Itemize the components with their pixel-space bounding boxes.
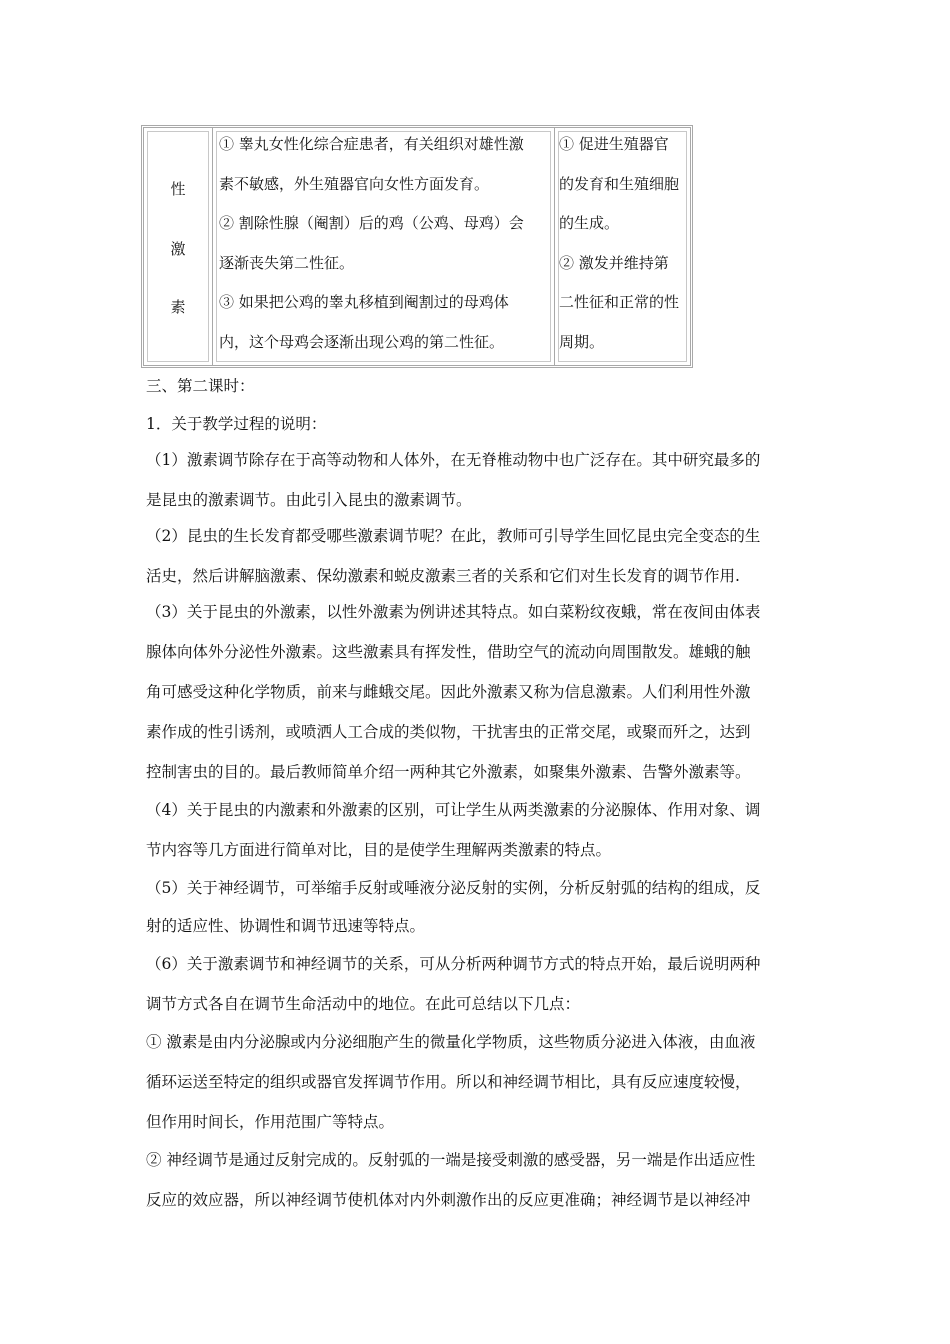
- table-col-category: [144, 128, 213, 365]
- paragraph-line: 但作用时间长，作用范围广等特点。: [146, 1113, 395, 1131]
- category-char: 性: [170, 180, 186, 198]
- paragraph-line: 是昆虫的激素调节。由此引入昆虫的激素调节。: [146, 491, 472, 509]
- table-cell-line: 逐渐丧失第二性征。: [219, 253, 355, 272]
- paragraph-line: 腺体向体外分泌性外激素。这些激素具有挥发性，借助空气的流动向周围散发。雄蛾的触: [146, 643, 751, 661]
- table-cell-line: ① 促进生殖器官: [559, 135, 669, 153]
- paragraph-line: ② 神经调节是通过反射完成的。反射弧的一端是接受刺激的感受器，另一端是作出适应性: [146, 1151, 756, 1169]
- paragraph-line: 循环运送至特定的组织或器官发挥调节作用。所以和神经调节相比，具有反应速度较慢，: [146, 1073, 751, 1091]
- table-cell-line: 的生成。: [559, 214, 620, 232]
- table-cell-line: 周期。: [559, 332, 605, 351]
- table-col-experiments: [213, 128, 555, 365]
- table-cell-line: 二性征和正常的性: [559, 293, 680, 311]
- category-char: 激: [170, 240, 186, 258]
- paragraph-line: 节内容等几方面进行简单对比，目的是使学生理解两类激素的特点。: [146, 841, 612, 859]
- paragraph-line: 控制害虫的目的。最后教师简单介绍一两种其它外激素，如聚集外激素、告警外激素等。: [146, 763, 751, 781]
- paragraph-line: （5）关于神经调节，可举缩手反射或唾液分泌反射的实例，分析反射弧的结构的组成，反: [146, 879, 761, 897]
- paragraph-line: 活史，然后讲解脑激素、保幼激素和蜕皮激素三者的关系和它们对生长发育的调节作用.: [146, 567, 740, 585]
- paragraph-line: 调节方式各自在调节生命活动中的地位。在此可总结以下几点：: [146, 995, 581, 1013]
- paragraph-line: （2）昆虫的生长发育都受哪些激素调节呢？在此，教师可引导学生回忆昆虫完全变态的生: [146, 527, 761, 545]
- paragraph-line: 1．关于教学过程的说明：: [146, 415, 327, 433]
- table-cell-line: ① 睾丸女性化综合症患者，有关组织对雄性激: [219, 135, 524, 153]
- table-cell-line: 的发育和生殖细胞: [559, 174, 680, 193]
- paragraph-line: 角可感受这种化学物质，前来与雌蛾交尾。因此外激素又称为信息激素。人们利用性外激: [146, 683, 751, 701]
- paragraph-line: 素作成的性引诱剂，或喷洒人工合成的类似物，干扰害虫的正常交尾，或聚而歼之，达到: [146, 723, 751, 741]
- paragraph-line: （6）关于激素调节和神经调节的关系，可从分析两种调节方式的特点开始，最后说明两种: [146, 955, 761, 973]
- table-cell-line: ② 割除性腺（阉割）后的鸡（公鸡、母鸡）会: [219, 214, 524, 232]
- paragraph-line: （3）关于昆虫的外激素，以性外激素为例讲述其特点。如白菜粉纹夜蛾，常在夜间由体表: [146, 603, 761, 621]
- section-heading: 三、第二课时：: [146, 377, 255, 395]
- paragraph-line: 反应的效应器，所以神经调节使机体对内外刺激作出的反应更准确；神经调节是以神经冲: [146, 1191, 751, 1209]
- table-cell-line: ② 激发并维持第: [559, 253, 669, 272]
- paragraph-line: （1）激素调节除存在于高等动物和人体外，在无脊椎动物中也广泛存在。其中研究最多的: [146, 451, 761, 469]
- hormone-table: [141, 125, 693, 368]
- table-cell-line: 素不敏感，外生殖器官向女性方面发育。: [219, 174, 490, 193]
- table-col-functions: [555, 128, 690, 365]
- paragraph-line: 射的适应性、协调性和调节迅速等特点。: [146, 917, 426, 935]
- table-cell-line: 内，这个母鸡会逐渐出现公鸡的第二性征。: [219, 332, 505, 351]
- paragraph-line: （4）关于昆虫的内激素和外激素的区别，可让学生从两类激素的分泌腺体、作用对象、调: [146, 801, 761, 819]
- category-char: 素: [170, 298, 186, 316]
- table-cell-line: ③ 如果把公鸡的睾丸移植到阉割过的母鸡体: [219, 293, 509, 311]
- paragraph-line: ① 激素是由内分泌腺或内分泌细胞产生的微量化学物质，这些物质分泌进入体液，由血液: [146, 1033, 756, 1051]
